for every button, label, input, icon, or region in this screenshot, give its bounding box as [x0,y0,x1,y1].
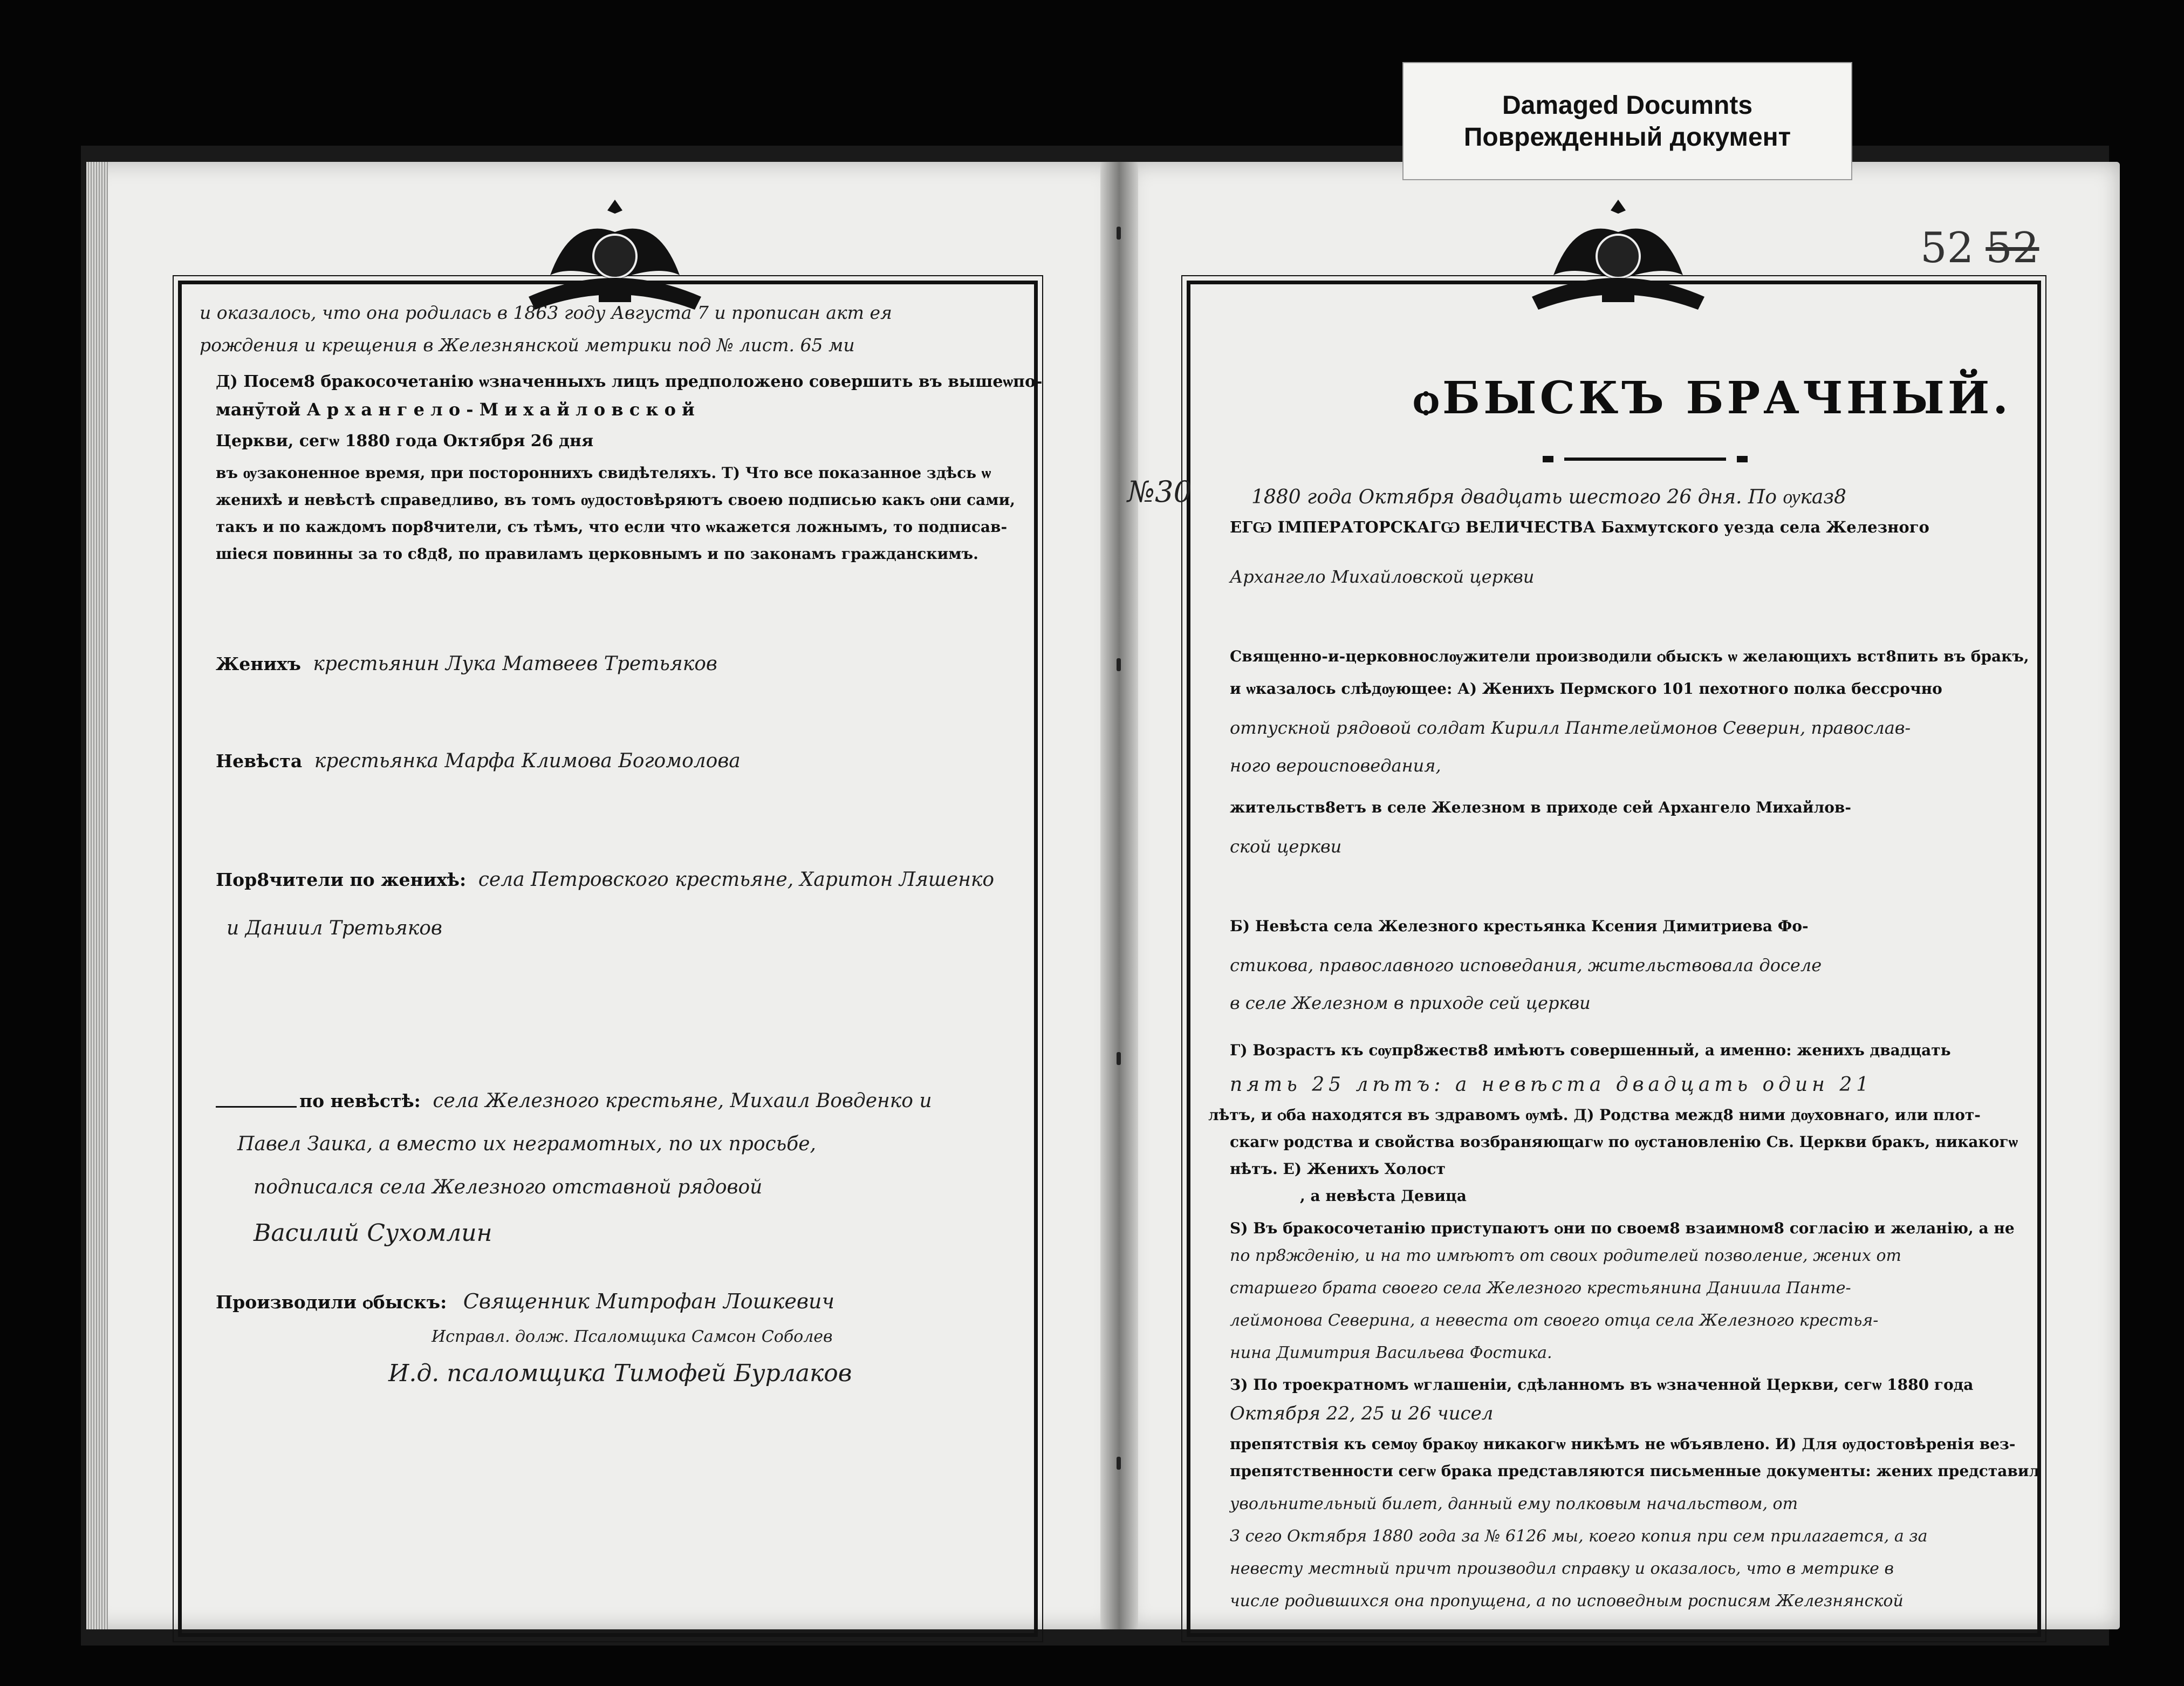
left-line: женихѣ и невѣстѣ справедливо, въ томъ ѹдостовѣряютъ своею подписью какъ ѻни сами, [216,491,1016,509]
left-line: и оказалось, что она родилась в 1863 году Августа 7 и прописан акт ея [200,302,892,323]
right-line: ской церкви [1230,836,1342,857]
guarantors-bride-value: подписался села Железного отставной рядовой [254,1176,763,1198]
left-page-frame [178,281,1038,1637]
bride-value: крестьянка Марфа Климова Богомолова [314,750,741,772]
book-gutter [1100,162,1138,1629]
right-line: Октября 22, 25 и 26 чисел [1230,1403,1494,1424]
label-english: Damaged Documnts [1502,91,1753,120]
right-line: 3 сего Октября 1880 года за № 6126 мы, коего копия при сем прилагается, а за [1230,1527,1928,1546]
groom-value: крестьянин Лука Матвеев Третьяков [313,653,717,675]
right-line: препятствія къ семѹ бракѹ никакогѡ никѣмъ не ѡбъявлено. И) Для ѹдостовѣренія вез- [1230,1435,2016,1453]
groom-label: Женихъ [216,653,301,674]
right-line: невесту местный причт производил справку и оказалось, что в метрике в [1230,1559,1894,1578]
right-line: по пр8жденію, и на то имѣютъ от своих родителей позволение, жених от [1230,1246,1901,1265]
right-line: Архангело Михайловской церкви [1230,566,1535,587]
right-line: лѣтъ, и ѻба находятся въ здравомъ ѹмѣ. Д) Родства межд8 ними дѹховнаго, или плот- [1208,1106,1981,1124]
right-line: нина Димитрия Васильева Фостика. [1230,1343,1552,1362]
right-line: пять 25 лѣтъ: а невѣста двадцать один 21 [1230,1074,1873,1096]
left-line: манӯтой А р х а н г е л о - М и х а й л о в с к о й [216,399,695,420]
blank-rule [216,1106,297,1108]
binding-stitch [1117,1457,1121,1470]
guarantors-bride-value: Павел Заика, а вместо их неграмотных, по их просьбе, [237,1133,816,1155]
right-line: числе родившихся она пропущена, а по исповедным росписям Железнянской [1230,1592,1904,1610]
right-line: , а невѣста Девица [1300,1187,1467,1205]
damaged-document-label [1402,62,1852,180]
binding-stitch [1117,227,1121,240]
right-line: старшего брата своего села Железного крестьянина Даниила Панте- [1230,1279,1851,1298]
right-line: увольнительный билет, данный ему полковым начальством, от [1230,1494,1798,1513]
guarantors-bride-row [299,1090,932,1112]
bride-label: Невѣста [216,750,303,772]
record-number: №30 [1127,475,1192,509]
right-line: отпускной рядовой солдат Кирилл Пантелеймонов Северин, православ- [1230,718,1911,738]
imperial-eagle-emblem-icon [518,194,712,318]
right-line: препятственности сегѡ брака представляются письменные документы: жених представил [1230,1462,2040,1480]
page-number-struck: 52 [1986,224,2039,272]
imperial-eagle-emblem-icon [1521,194,1715,318]
guarantors-groom-row [216,869,994,891]
right-line: Ѕ) Въ бракосочетанію приступаютъ ѻни по своем8 взаимном8 согласію и желанію, а не [1230,1219,2015,1237]
groom-row [216,653,717,675]
right-line: Г) Возрастъ къ сѹпр8жеств8 имѣютъ совершенный, а именно: женихъ двадцать [1230,1041,1951,1059]
document-title: ѻБЫСКЪ БРАЧНЫЙ. [1413,372,2011,424]
guarantors-groom-value: села Петровского крестьяне, Харитон Ляшенко [478,869,995,891]
psalmist-signature: И.д. псаломщика Тимофей Бурлаков [388,1360,852,1387]
left-line: такъ и по каждомъ пор8чители, съ тѣмъ, что если что ѡкажется ложнымъ, то подписав- [216,518,1008,536]
binding-stitch [1117,658,1121,671]
right-line: ного вероисповедания, [1230,755,1441,776]
left-line: въ ѹзаконенное время, при постороннихъ свидѣтеляхъ. Т) Что все показанное здѣсь ѡ [216,464,991,482]
page-edges [86,162,108,1629]
right-line: 1880 года Октября двадцать шестого 26 дня. По ѹказ8 [1251,486,1846,508]
conducted-row [216,1289,834,1313]
right-line: леймонова Северина, а невеста от своего отца села Железного крестья- [1230,1311,1879,1330]
conducted-label: Производили ѻбыскъ: [216,1292,447,1313]
guarantors-groom-label: Пор8чители по женихѣ: [216,869,467,890]
right-line: Священно-и-церковнослѹжители производили ѻбыскъ ѡ желающихъ вст8пить въ бракъ, [1230,647,2029,665]
clerk-signature: Исправл. долж. Псаломщика Самсон Соболев [432,1327,833,1346]
left-line: Церкви, сегѡ 1880 года Октября 26 дня [216,432,594,450]
guarantors-bride-label: по невѣстѣ: [299,1090,421,1111]
priest-signature: Священник Митрофан Лошкевич [463,1289,835,1313]
title-rule [1564,458,1726,461]
right-line: в селе Железном в приходе сей церкви [1230,993,1591,1013]
right-line: нѣтъ. Е) Женихъ Холост [1230,1160,1446,1178]
bride-row [216,750,741,772]
left-line: рождения и крещения в Железнянской метрики под № лист. 65 ми [200,335,855,356]
page-number-current: 52 [1920,224,1974,272]
right-line: и ѡказалось слѣдѹющее: А) Женихъ Пермского 101 пехотного полка бессрочно [1230,680,1942,698]
left-line: Д) Посем8 бракосочетанію ѡзначенныхъ лицъ предположено совершить въ вышеѡпо- [216,372,1043,391]
right-line: З) По троекратномъ ѡглашеніи, сдѣланномъ въ ѡзначенной Церкви, сегѡ 1880 года [1230,1376,1974,1394]
guarantors-groom-value: и Даниил Третьяков [227,917,442,939]
binding-stitch [1117,1052,1121,1065]
label-russian: Поврежденный документ [1463,122,1791,152]
page-number [1920,224,2039,272]
guarantors-bride-value: села Железного крестьяне, Михаил Вовденко и [433,1090,932,1112]
left-line: шіеся повинны за то с8д8, по правиламъ церковнымъ и по законамъ гражданскимъ. [216,545,978,563]
right-line: скагѡ родства и свойства возбраняющагѡ по ѹстановленію Св. Церкви бракъ, никакогѡ [1230,1133,2018,1151]
guarantors-bride-value: Василий Сухомлин [254,1219,492,1247]
right-line: жительств8етъ в селе Железном в приходе сей Архангело Михайлов- [1230,798,1851,816]
right-line: Б) Невѣста села Железного крестьянка Ксения Димитриева Фо- [1230,917,1809,935]
right-line: ЕГѠ ІМПЕРАТОРСКАГѠ ВЕЛИЧЕСТВА Бахмутского уезда села Железного [1230,518,1929,536]
right-line: стикова, православного исповедания, жительствовала доселе [1230,955,1822,975]
